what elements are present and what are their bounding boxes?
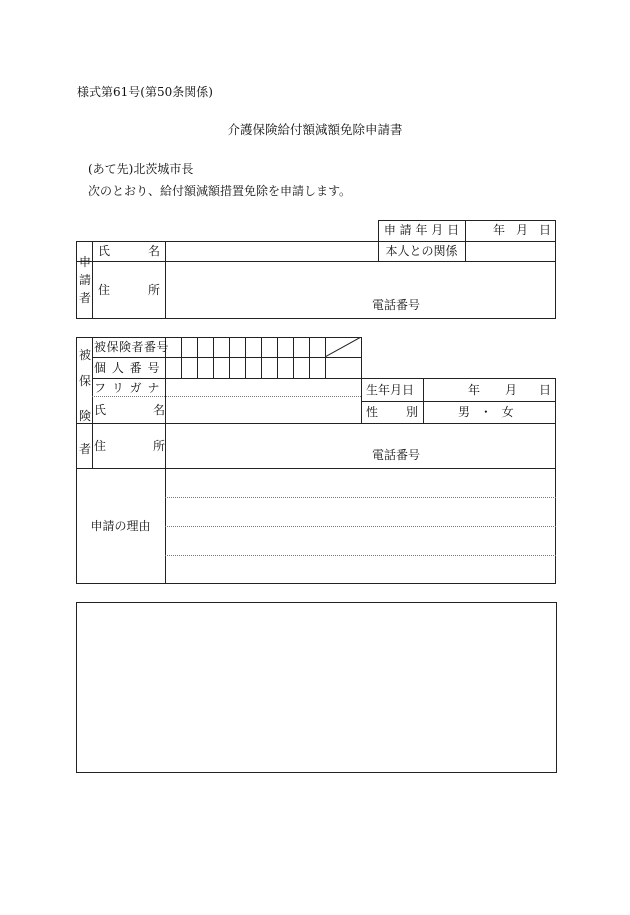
relation-label: 本人との関係	[385, 244, 458, 258]
furigana-label: フ リ ガ ナ	[94, 381, 161, 395]
application-date-year: 年	[493, 223, 506, 237]
applicant-name-label-a: 氏	[98, 244, 111, 258]
insured-address-field[interactable]	[166, 424, 555, 467]
birth-day: 日	[539, 383, 552, 397]
furigana-field[interactable]	[166, 379, 360, 395]
sex-options[interactable]: 男 ・ 女	[458, 405, 514, 419]
applicant-name-field[interactable]	[166, 242, 377, 260]
personal-number-field[interactable]	[166, 358, 361, 377]
birth-month: 月	[505, 383, 518, 397]
addressee: (あて先)北茨城市長	[88, 162, 194, 176]
application-date-day: 日	[539, 223, 552, 237]
remarks-box[interactable]	[76, 602, 557, 773]
insured-name-field[interactable]	[166, 397, 360, 422]
personal-number-label: 個 人 番 号	[94, 361, 161, 375]
insured-section-char-1: 被	[79, 348, 92, 362]
applicant-section-char-1: 申	[79, 255, 92, 269]
application-date-month: 月	[516, 223, 529, 237]
applicant-phone-label: 電話番号	[372, 298, 421, 312]
form-title: 介護保険給付額減額免除申請書	[227, 122, 403, 137]
birth-year: 年	[468, 383, 481, 397]
intro-text: 次のとおり、給付額減額措置免除を申請します。	[88, 184, 352, 198]
insured-section-char-2: 保	[79, 374, 92, 388]
applicant-section-char-3: 者	[79, 291, 92, 305]
insured-name-label-a: 氏	[94, 403, 107, 417]
unused-cell-slash	[325, 337, 361, 358]
insured-number-field[interactable]	[166, 338, 325, 357]
applicant-address-label-b: 所	[148, 283, 161, 297]
insured-name-label-b: 名	[153, 403, 166, 417]
insured-number-label: 被保険者番号	[94, 340, 170, 354]
applicant-name-label-b: 名	[148, 244, 161, 258]
insured-address-label-b: 所	[153, 439, 166, 453]
application-date-field[interactable]	[466, 221, 555, 241]
insured-section-char-3: 険	[79, 409, 92, 423]
birth-date-label: 生年月日	[366, 383, 415, 397]
form-number: 様式第61号(第50条関係)	[77, 85, 213, 99]
insured-section-char-4: 者	[79, 442, 92, 456]
insured-phone-label: 電話番号	[372, 448, 421, 462]
applicant-address-field[interactable]	[166, 262, 555, 317]
reason-field[interactable]	[166, 469, 555, 582]
sex-label-a: 性	[366, 405, 379, 419]
applicant-address-label-a: 住	[98, 283, 111, 297]
reason-label: 申請の理由	[90, 519, 151, 533]
relation-field[interactable]	[466, 242, 555, 260]
applicant-section-char-2: 請	[79, 273, 92, 287]
insured-address-label-a: 住	[94, 439, 107, 453]
sex-label-b: 別	[406, 405, 419, 419]
application-date-label: 申 請 年 月 日	[383, 223, 460, 237]
birth-date-field[interactable]	[424, 379, 555, 400]
